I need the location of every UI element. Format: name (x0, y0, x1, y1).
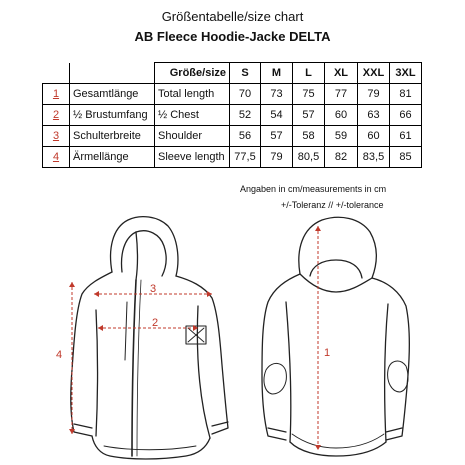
chest-label: 2 (152, 317, 159, 329)
size-table (42, 62, 422, 168)
cell-value: 81 (390, 84, 422, 105)
size-3xl: 3XL (390, 63, 422, 84)
cell-value: 61 (390, 126, 422, 147)
row-number: 1 (43, 84, 70, 105)
cell-value: 79 (261, 147, 293, 168)
size-m: M (261, 63, 293, 84)
size-header: Größe/size (155, 63, 230, 84)
cell-value: 80,5 (293, 147, 325, 168)
cell-value: 56 (230, 126, 261, 147)
label-en: Shoulder (155, 126, 230, 147)
cell-value: 77 (325, 84, 358, 105)
cell-value: 57 (261, 126, 293, 147)
label-en: Sleeve length (155, 147, 230, 168)
cell-value: 60 (325, 105, 358, 126)
cell-value: 75 (293, 84, 325, 105)
table-row (43, 84, 422, 105)
cell-value: 59 (325, 126, 358, 147)
cell-value: 63 (358, 105, 390, 126)
shoulder-label: 3 (150, 283, 157, 295)
size-xl: XL (325, 63, 358, 84)
cell-value: 54 (261, 105, 293, 126)
blank-cell (70, 63, 155, 84)
units-note: Angaben in cm/measurements in cm (240, 184, 387, 194)
sleeve-label: 4 (56, 349, 63, 361)
cell-value: 70 (230, 84, 261, 105)
total-length-label: 1 (324, 347, 331, 359)
cell-value: 79 (358, 84, 390, 105)
cell-value: 73 (261, 84, 293, 105)
size-l: L (293, 63, 325, 84)
cell-value: 52 (230, 105, 261, 126)
cell-value: 57 (293, 105, 325, 126)
label-de: ½ Brustumfang (70, 105, 155, 126)
label-en: Total length (155, 84, 230, 105)
size-s: S (230, 63, 261, 84)
cell-value: 77,5 (230, 147, 261, 168)
label-en: ½ Chest (155, 105, 230, 126)
table-row (43, 105, 422, 126)
cell-value: 83,5 (358, 147, 390, 168)
table-header-row (43, 63, 422, 84)
back-jacket-icon (262, 217, 409, 456)
product-name: AB Fleece Hoodie-Jacke DELTA (134, 29, 331, 44)
table-row (43, 147, 422, 168)
cell-value: 58 (293, 126, 325, 147)
row-number: 4 (43, 147, 70, 168)
cell-value: 66 (390, 105, 422, 126)
size-xxl: XXL (358, 63, 390, 84)
blank-cell (43, 63, 70, 84)
jacket-measurement-drawing (0, 210, 465, 465)
table-row (43, 126, 422, 147)
cell-value: 85 (390, 147, 422, 168)
chart-title: Größentabelle/size chart (161, 9, 304, 24)
cell-value: 82 (325, 147, 358, 168)
row-number: 3 (43, 126, 70, 147)
cell-value: 60 (358, 126, 390, 147)
tolerance-note: +/-Toleranz // +/-tolerance (281, 200, 384, 210)
row-number: 2 (43, 105, 70, 126)
label-de: Schulterbreite (70, 126, 155, 147)
front-jacket-icon (71, 217, 228, 459)
label-de: Gesamtlänge (70, 84, 155, 105)
label-de: Ärmellänge (70, 147, 155, 168)
